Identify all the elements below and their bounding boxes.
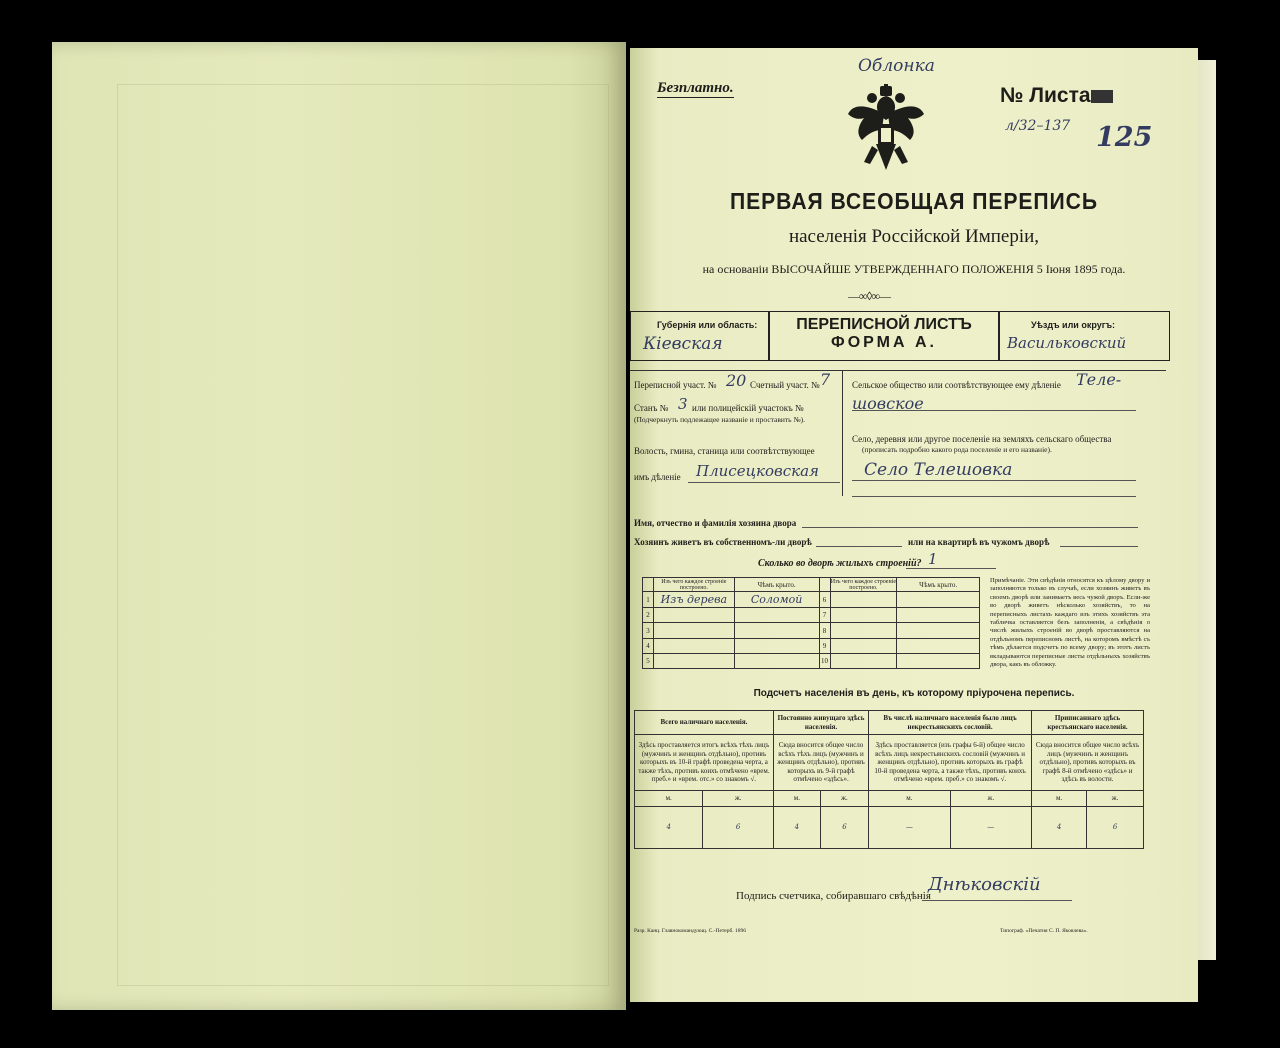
free-label: Безплатно.: [657, 80, 734, 96]
row-num-7: 7: [819, 608, 830, 623]
col2-m-label: м.: [773, 791, 820, 807]
signature-value: Днѣковскій: [928, 874, 1041, 895]
col1-head: Всего наличнаго населенія.: [635, 711, 774, 735]
row-num-9: 9: [819, 638, 830, 653]
buildings-value: 1: [928, 550, 938, 568]
population-table: [634, 710, 1144, 849]
col1-m-label: м.: [635, 791, 703, 807]
province-value: Кіевская: [643, 334, 723, 354]
row-num-8: 8: [819, 623, 830, 638]
count-title: Подсчетъ населенія въ день, къ которому пріурочена перепись.: [753, 688, 1075, 699]
counting-area-value: 7: [820, 370, 831, 389]
owner-lives-label: Хозяинъ живетъ въ собственномъ-ли дворѣ: [634, 537, 812, 547]
col3-m-label: м.: [869, 791, 950, 807]
fields-divider: [842, 370, 843, 496]
buildings-label: Сколько во дворѣ жилыхъ строеній?: [758, 558, 922, 569]
village-label: Село, деревня или другое поселеніе на земляхъ сельскаго общества: [852, 434, 1112, 444]
row-num-2: 2: [643, 608, 654, 623]
col-material-left: Изъ чего каждое строеніе построено.: [653, 578, 734, 592]
col4-m-label: м.: [1032, 791, 1087, 807]
row-num-10: 10: [819, 653, 830, 668]
owner-line: [802, 527, 1138, 528]
census-subtitle: населенія Россійской Имперіи,: [788, 226, 1040, 247]
buildings-line: [906, 568, 996, 569]
col3-f-label: ж.: [950, 791, 1031, 807]
census-area-value: 20: [726, 371, 747, 390]
volost-value: Плисецковская: [696, 462, 819, 480]
archive-note: Облонка: [858, 56, 935, 76]
village-line: [852, 480, 1136, 481]
stan-value: 3: [678, 395, 688, 413]
district-box: Уѣздъ или округъ: Васильковский: [998, 311, 1170, 361]
col1-f-label: ж.: [703, 791, 774, 807]
row1-material: Изъ дерева: [653, 592, 734, 608]
village-value: Село Телешовка: [864, 460, 1013, 480]
village-line-2: [852, 496, 1136, 497]
police-label: или полицейскій участокъ №: [692, 403, 804, 413]
col-material-right: Изъ чего каждое строеніе построено.: [830, 578, 897, 591]
archive-ref: л/32–137: [1005, 118, 1071, 134]
sheet-title: ПЕРЕПИСНОЙ ЛИСТЪ: [796, 316, 972, 333]
census-area-label: Переписной участ. №: [634, 380, 717, 390]
col3-m-value: —: [869, 807, 950, 849]
col2-f-label: ж.: [820, 791, 868, 807]
owner-lives-line: [816, 546, 902, 547]
census-sheet: [630, 48, 1198, 1002]
volost-label: Волость, гмина, станица или соотвѣтствующее: [634, 446, 815, 456]
row-num-1: 1: [643, 592, 654, 608]
census-decree: на основаніи ВЫСОЧАЙШЕ УТВЕРЖДЕННАГО ПОЛОЖЕНІЯ 5 Іюня 1895 года.: [702, 262, 1126, 276]
printer-right: Типограф. «Печатня С. П. Яковлева».: [1000, 928, 1088, 934]
note-text: Примѣчаніе. Эти свѣдѣнія относятся къ цѣлому двору и заполняются только въ случаѣ, если хозяинъ живетъ въ своемъ дворѣ или занимаетъ весь чужой дворъ. Если-же во дворѣ живетъ нѣсколько хозяйствъ, то на переписныхъ листахъ каждаго изъ этихъ хозяйствъ эта табличка оставляется безъ заполненія, а свѣдѣнія о числѣ жилыхъ строеній во дворѣ проставляются на отдѣльномъ переписномъ листѣ, на которомъ вмѣстѣ съ тѣмъ дѣлается подсчетъ по всему двору; въ этотъ листъ вкладываются переписные листы отдѣльныхъ хозяйствъ двора, какъ въ обложку.: [990, 577, 1150, 669]
row-num-4: 4: [643, 638, 654, 653]
village-note: (прописать подробно какого рода поселеніе и его названіе).: [862, 445, 1052, 454]
row-num-6: 6: [819, 592, 830, 608]
col1-desc: Здѣсь проставляется итогъ всѣхъ тѣхъ лицъ (мужчинъ и женщинъ отдѣльно), противъ которыхъ въ 10-й графѣ проведена черта, а также тѣхъ, противъ коихъ отмѣчено «врем. преб.» и «врем. отс.» со знакомъ √.: [635, 735, 774, 791]
col1-m-value: 4: [635, 807, 703, 849]
buildings-table: [642, 577, 980, 669]
col3-head: Въ числѣ наличнаго населенія было лицъ некрестьянскихъ сословій.: [869, 711, 1032, 735]
society-value1: Теле-: [1076, 370, 1122, 389]
owner-label: Имя, отчество и фамилія хозяина двора: [634, 518, 797, 528]
counting-area-label: Счетный участ. №: [750, 380, 820, 390]
col4-head: Приписаннаго здѣсь крестьянскаго населенія.: [1032, 711, 1144, 735]
owner-alt-label: или на квартирѣ въ чужомъ дворѣ: [908, 537, 1050, 547]
left-page-blank: [52, 42, 626, 1010]
imperial-eagle-icon: [846, 84, 926, 176]
district-value: Васильковский: [1007, 334, 1127, 352]
page-number: 125: [1096, 122, 1153, 153]
col3-f-value: —: [950, 807, 1031, 849]
ornament-divider: —∞◊∞—: [848, 289, 891, 303]
col4-desc: Сюда вносится общее число всѣхъ лицъ (мужчинъ и женщинъ отдѣльно), противъ которыхъ въ графѣ 8-й отмѣчено «здѣсь» и здѣсь въ волости.: [1032, 735, 1144, 791]
col2-f-value: 6: [820, 807, 868, 849]
col4-f-label: ж.: [1087, 791, 1144, 807]
volost-label2: имъ дѣленіе: [634, 472, 681, 482]
col1-f-value: 6: [703, 807, 774, 849]
col-roof-right: Чѣмъ крыто.: [897, 578, 980, 592]
col2-m-value: 4: [773, 807, 820, 849]
form-title: ФОРМА А.: [831, 334, 937, 351]
owner-alt-line: [1060, 546, 1138, 547]
stan-note: (Подчеркнуть подлежащее названіе и проставить №).: [634, 415, 805, 424]
col2-head: Постоянно живущаго здѣсь населенія.: [773, 711, 868, 735]
census-title: ПЕРВАЯ ВСЕОБЩАЯ ПЕРЕПИСЬ: [729, 188, 1099, 214]
sheet-number-label: № Листа: [1000, 84, 1113, 108]
col2-desc: Сюда вносится общее число всѣхъ тѣхъ лицъ (мужчинъ и женщинъ отдѣльно), противъ которыхъ въ 9-й графѣ отмѣчено «здѣсь».: [773, 735, 868, 791]
province-box: Губернія или область: Кіевская: [630, 311, 770, 361]
row1-roof: Соломой: [734, 592, 819, 608]
society-label: Сельское общество или соотвѣтствующее ему дѣленіе: [852, 380, 1061, 390]
col4-f-value: 6: [1087, 807, 1144, 849]
row-num-5: 5: [643, 653, 654, 668]
col4-m-value: 4: [1032, 807, 1087, 849]
col3-desc: Здѣсь проставляется (изъ графы 6-й) общее число всѣхъ лицъ некрестьянскихъ сословій (мужчинъ и женщинъ отдѣльно), противъ которыхъ въ графѣ 10-й проведена черта, а также тѣхъ, противъ коихъ отмѣчено «врем. преб.» со знакомъ √.: [869, 735, 1032, 791]
signature-label: Подпись счетчика, собиравшаго свѣдѣнія: [736, 890, 931, 902]
col-roof-left: Чѣмъ крыто.: [734, 578, 819, 592]
signature-line: [922, 900, 1072, 901]
printer-left: Разр. Канц. Главнокомандующ. С.-Петерб. 1896: [634, 928, 747, 934]
society-value2: шовское: [852, 394, 924, 413]
stan-label: Станъ №: [634, 403, 669, 413]
row-num-3: 3: [643, 623, 654, 638]
form-title-box: [768, 311, 1000, 361]
volost-line: [688, 482, 840, 483]
